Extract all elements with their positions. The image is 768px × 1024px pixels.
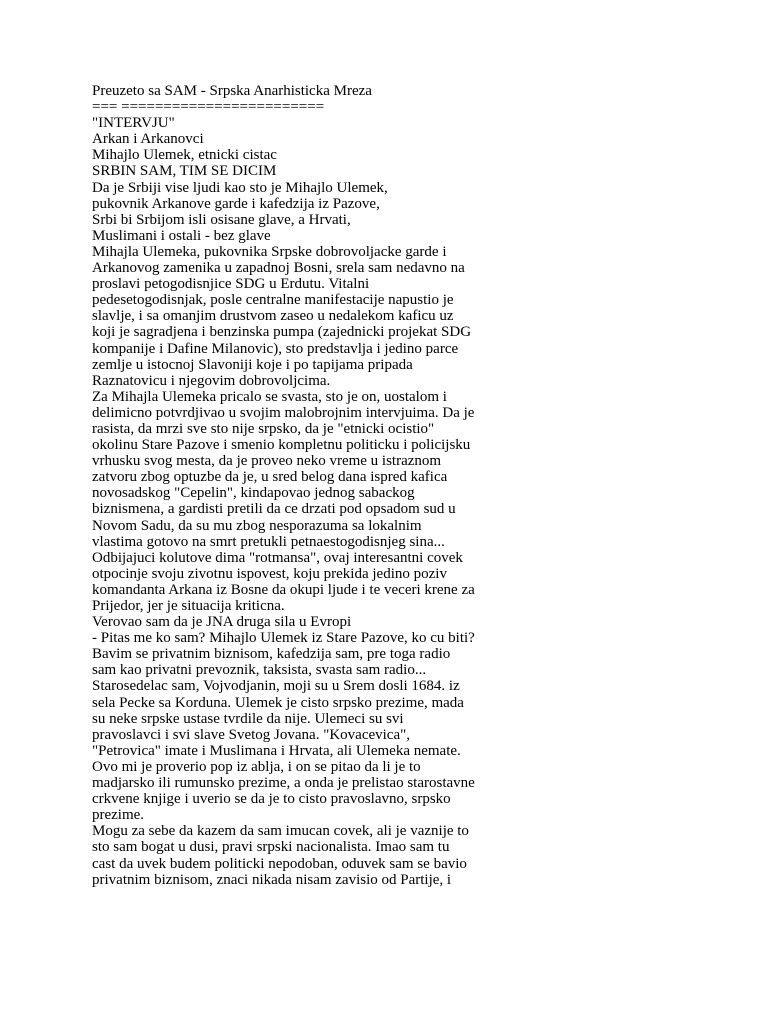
document-text-line: privatnim biznisom, znaci nikada nisam zavisio od Partije, i bbox=[92, 871, 452, 888]
document-text-line: Mogu za sebe da kazem da sam imucan covek, ali je vaznije to bbox=[92, 823, 469, 840]
document-text-line: "Petrovica" imate i Muslimana i Hrvata, ali Ulemeka nemate. bbox=[92, 742, 461, 759]
document-text-line: Preuzeto sa SAM - Srpska Anarhisticka Mreza bbox=[92, 83, 372, 99]
document-text-line: Mihajlo Ulemek, etnicki cistac bbox=[92, 147, 277, 164]
document-text-line: cast da uvek budem politicki nepodoban, oduvek sam se bavio bbox=[92, 855, 467, 872]
document-text-line: Prijedor, jer je situacija kriticna. bbox=[92, 598, 285, 614]
document-text-line: rasista, da mrzi sve sto nije srpsko, da je "etnicki ocistio" bbox=[92, 420, 435, 437]
document-text-line: prezime. bbox=[92, 807, 145, 824]
document-text-line: madjarsko ili rumunsko prezime, a onda je prelistao starostavne bbox=[92, 775, 475, 792]
document-text-line: zemlje u istocnoj Slavoniji koje i po tapijama pripada bbox=[92, 356, 413, 373]
document-text-line: pedesetogodisnjak, posle centralne manifestacije napustio je bbox=[92, 292, 454, 309]
document-text-line: otpocinje svoju zivotnu ispovest, koju prekida jedino poziv bbox=[92, 565, 447, 582]
document-text-line: okolinu Stare Pazove i smenio kompletnu politicku i policijsku bbox=[92, 437, 471, 454]
document-text-line: "INTERVJU" bbox=[92, 115, 175, 132]
document-text-line: vrhusku svog mesta, da je proveo neko vreme u istraznom bbox=[92, 453, 442, 470]
document-text-line: Da je Srbiji vise ljudi kao sto je Mihajlo Ulemek, bbox=[92, 179, 388, 196]
document-text-line: Verovao sam da je JNA druga sila u Evropi bbox=[92, 614, 352, 631]
document-text-line: komandanta Arkana iz Bosne da okupi ljude i te veceri krene za bbox=[92, 581, 475, 598]
document-text-line: su neke srpske ustase tvrdile da nije. Ulemeci su svi bbox=[92, 710, 404, 727]
document-text-line: sam kao privatni prevoznik, taksista, svasta sam radio... bbox=[92, 662, 427, 679]
document-text-line: sto sam bogat u dusi, pravi srpski nacionalista. Imao sam tu bbox=[92, 839, 450, 856]
document-text-line: Muslimani i ostali - bez glave bbox=[92, 227, 271, 244]
document-text-line: Novom Sadu, da su mu zbog nesporazuma sa lokalnim bbox=[92, 517, 422, 534]
document-text-line: - Pitas me ko sam? Mihajlo Ulemek iz Stare Pazove, ko cu biti? bbox=[92, 630, 475, 647]
document-text-line: pukovnik Arkanove garde i kafedzija iz Pazove, bbox=[92, 195, 380, 212]
document-text-line: crkvene knjige i uverio se da je to cisto pravoslavno, srpsko bbox=[92, 791, 451, 808]
document-text-line: slavlje, i sa omanjim drustvom zaseo u nedalekom kaficu uz bbox=[92, 308, 454, 325]
document-text-line: delimicno potvrdjivao u svojim malobrojnim intervjuima. Da je bbox=[92, 404, 475, 421]
document-text-line: Srbi bi Srbijom isli osisane glave, a Hrvati, bbox=[92, 211, 351, 228]
document-text-line: Odbijajuci kolutove dima "rotmansa", ovaj interesantni covek bbox=[92, 549, 463, 566]
document-text-line: Mihajla Ulemeka, pukovnika Srpske dobrovoljacke garde i bbox=[92, 243, 447, 260]
document-text-line: SRBIN SAM, TIM SE DICIM bbox=[92, 163, 277, 180]
document-text-line: kompanije i Dafine Milanovic), sto predstavlja i jedino parce bbox=[92, 340, 459, 357]
document-text-line: === ======================== bbox=[92, 99, 325, 116]
document-text-line: pravoslavci i svi slave Svetog Jovana. "Kovacevica", bbox=[92, 726, 410, 743]
document-text-line: Ovo mi je proverio pop iz ablja, i on se pitao da li je to bbox=[92, 758, 421, 775]
document-text-line: novosadskog "Cepelin", kindapovao jednog sabackog bbox=[92, 485, 415, 502]
document-text-line: koji je sagradjena i benzinska pumpa (zajednicki projekat SDG bbox=[92, 324, 472, 341]
document-text-line: biznismena, a gardisti pretili da ce drzati pod opsadom sud u bbox=[92, 501, 456, 518]
document-text-line: Bavim se privatnim biznisom, kafedzija sam, pre toga radio bbox=[92, 646, 451, 663]
document-text-line: sela Pecke sa Korduna. Ulemek je cisto srpsko prezime, mada bbox=[92, 694, 464, 711]
document-text-line: vlastima gotovo na smrt pretukli petnaestogodisnjeg sina... bbox=[92, 533, 445, 550]
document-text-line: Starosedelac sam, Vojvodjanin, moji su u Srem dosli 1684. iz bbox=[92, 678, 460, 695]
document-text-line: zatvoru zbog optuzbe da je, u sred belog dana ispred kafica bbox=[92, 469, 448, 486]
document-page bbox=[92, 83, 512, 888]
document-text-line: Arkan i Arkanovci bbox=[92, 131, 204, 148]
document-text-line: Raznatovicu i njegovim dobrovoljcima. bbox=[92, 372, 331, 389]
document-text-line: proslavi petogodisnjice SDG u Erdutu. Vitalni bbox=[92, 276, 370, 293]
document-text-line: Za Mihajla Ulemeka pricalo se svasta, sto je on, uostalom i bbox=[92, 388, 447, 405]
document-text-line: Arkanovog zamenika u zapadnoj Bosni, srela sam nedavno na bbox=[92, 260, 465, 277]
